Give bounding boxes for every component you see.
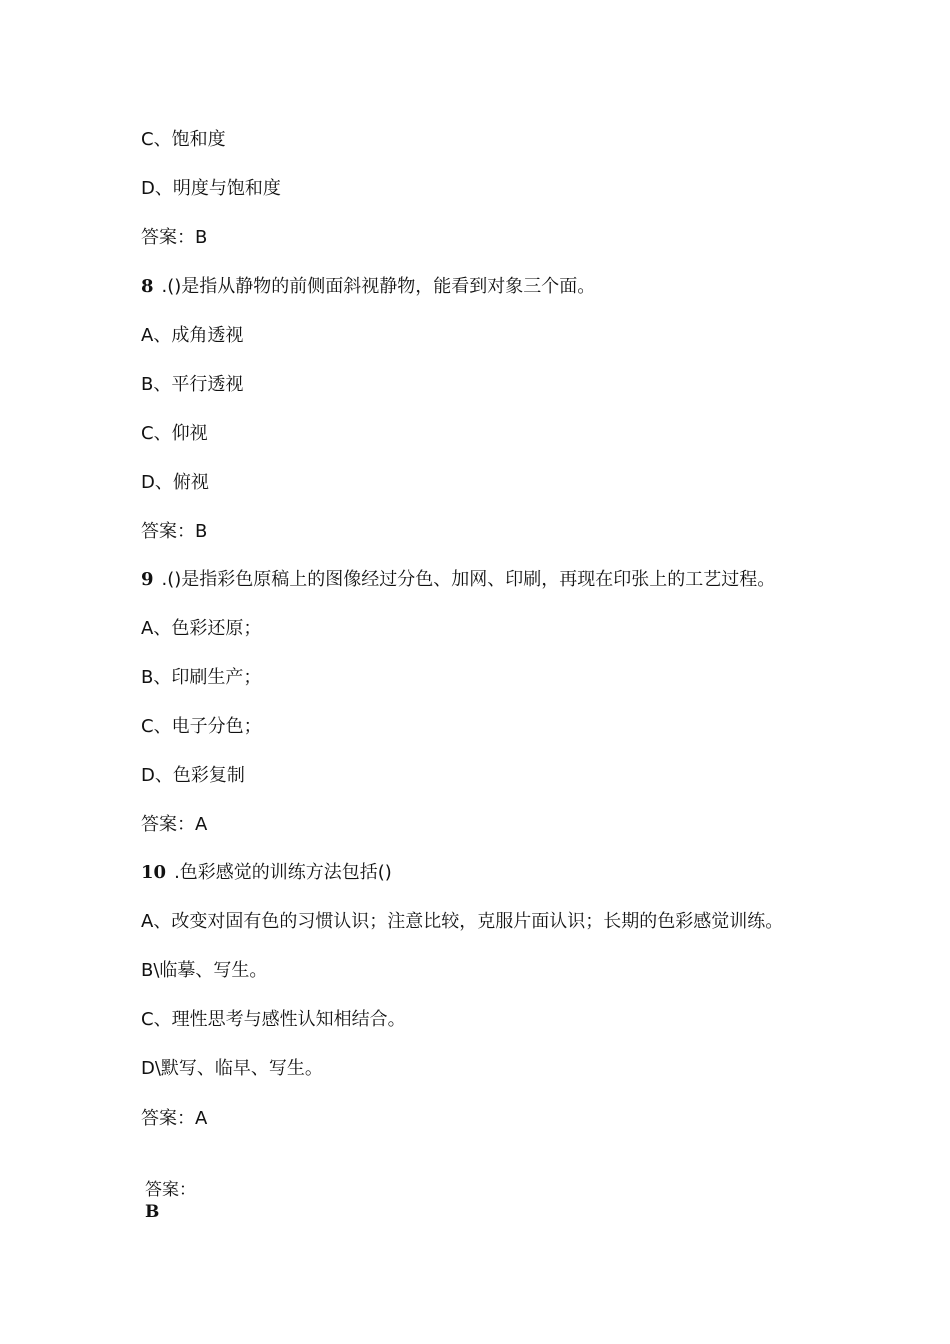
question-8-text: .()是指从静物的前侧面斜视静物，能看到对象三个面。 [161,276,596,297]
option-q7-c: C、饱和度 [141,129,226,150]
question-8-number: 8 [141,276,154,297]
question-9-text: .()是指彩色原稿上的图像经过分色、加网、印刷，再现在印张上的工艺过程。 [161,569,776,590]
question-9-number: 9 [141,569,154,590]
question-10 [141,862,394,884]
option-q10-c: C、理性思考与感性认知相结合。 [141,1009,406,1030]
final-answer-value: B [145,1202,160,1222]
option-q10-d: D\默写、临早、写生。 [141,1058,323,1079]
option-q8-d: D、俯视 [141,472,209,493]
option-q8-c: C、仰视 [141,423,208,444]
question-8 [141,276,597,298]
option-q10-b: B\临摹、写生。 [141,960,268,981]
option-q9-b: B、印刷生产； [141,667,262,688]
final-answer-label: 答案： [145,1180,196,1200]
answer-q10: 答案：A [141,1108,208,1129]
answer-q7: 答案：B [141,227,208,248]
option-q7-d: D、明度与饱和度 [141,178,281,199]
option-q9-a: A、色彩还原； [141,618,262,639]
answer-q8: 答案：B [141,521,208,542]
question-9 [141,569,777,591]
option-q8-b: B、平行透视 [141,374,244,395]
question-10-number: 10 [141,862,167,883]
option-q10-a: A、改变对固有色的习惯认识；注意比较，克服片面认识；长期的色彩感觉训练。 [141,911,784,932]
option-q9-c: C、电子分色； [141,716,262,737]
option-q9-d: D、色彩复制 [141,765,245,786]
answer-q9: 答案：A [141,814,208,835]
question-10-text: .色彩感觉的训练方法包括() [174,862,392,883]
option-q8-a: A、成角透视 [141,325,244,346]
